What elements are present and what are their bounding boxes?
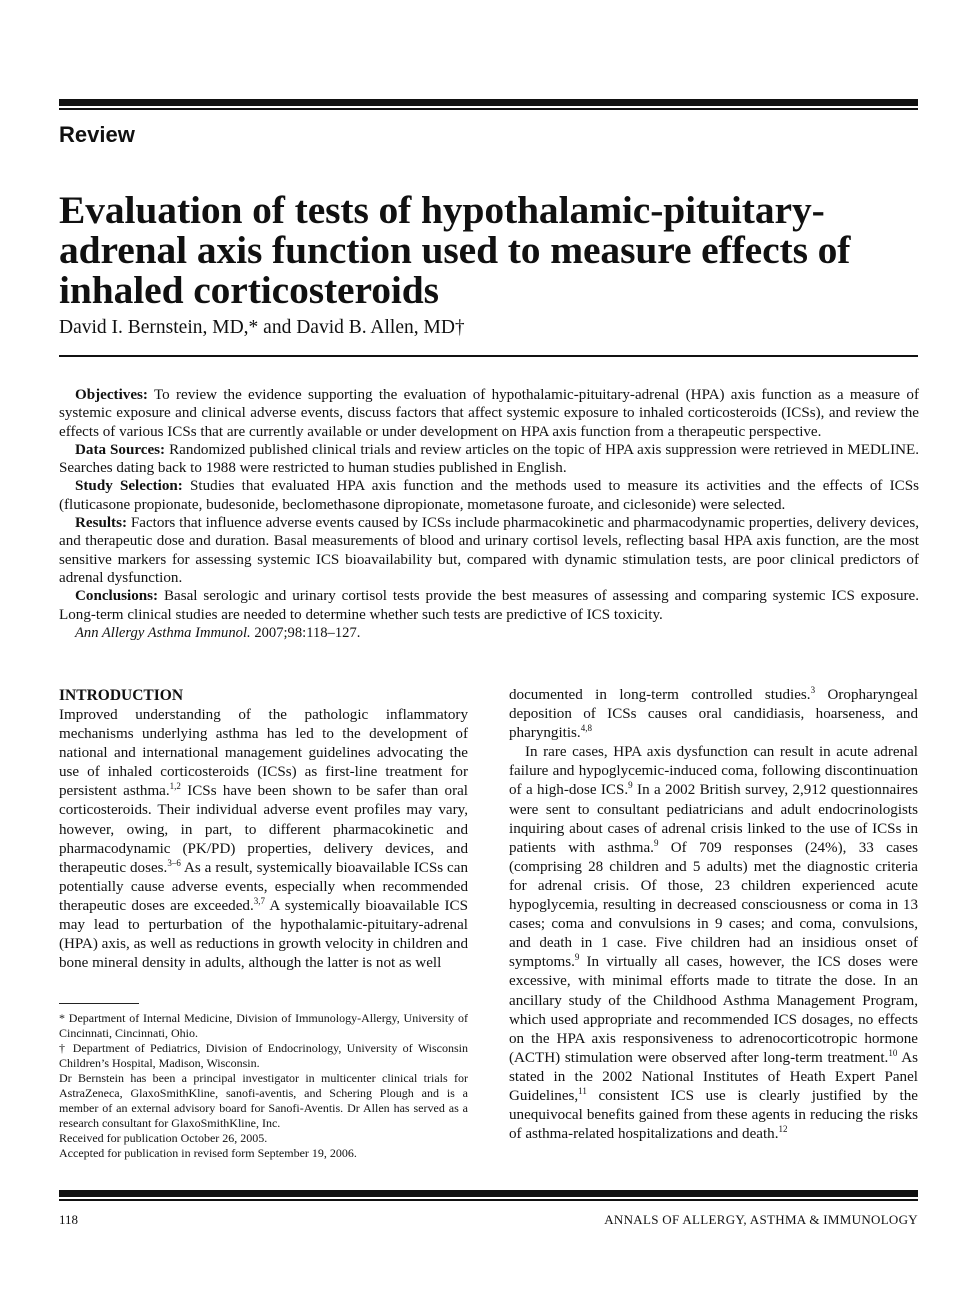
footnote-disclosure: Dr Bernstein has been a principal investigator in multicenter clinical trials for AstraZeneca, GlaxoSmithKline, sanofi-aventis, and Schering Plough and is a member of an external advisory board for Sanofi-Aventis. Dr Allen has served as a research consultant for GlaxoSmithKline, Inc. [59,1071,468,1130]
abstract-data-sources: Data Sources: Randomized published clinical trials and review articles on the topic of HPA axis suppression were retrieved in MEDLINE. Searches dating back to 1988 were restricted to human studies published in English. [59,441,919,477]
bottom-rule-secondary [59,1199,918,1201]
body-paragraph-2: In rare cases, HPA axis dysfunction can result in acute adrenal failure and hypoglycemic-induced coma, following discontinuation of a high-dose ICS.$^9$ In a 2002 British survey, 2,912 questionnaires were sent to consultant pediatricians and adult endocrinologists inquiring about cases of adrenal crisis linked to the use of ICSs in patients with asthma.$^9$ Of 709 responses (24%), 33 cases (comprising 28 children and 5 adults) met the diagnostic criteria for adrenal crisis. Of those, 23 children experienced acute hypoglycemia, resulting in decreased consciousness or coma in 13 cases; coma and convulsions in 9 cases; and coma, convulsions, and death in 1 case. Five children had an insidious onset of symptoms.$^9$ In virtually all cases, however, the ICS doses were excessive, with minimal efforts made to titrate the dose. In an ancillary study of the Childhood Asthma Management Program, which used appropriate and recommended ICS dosages, no effects on the HPA axis responsiveness to adrenocorticotropic hormone (ACTH) stimulation were observed after long-term treatment.$^{10}$ As stated in the 2002 National Institutes of Heath Expert Panel Guidelines,$^{11}$ consistent ICS use is clearly justified by the unequivocal benefits gained from these agents in reducing the risks of asthma-related hospitalizations and death.$^{12}$ [509,744,919,1143]
footnotes [59,1011,468,1161]
section-label: Review [59,122,135,147]
footnote-accepted: Accepted for publication in revised form September 19, 2006. [59,1146,357,1160]
intro-paragraph-1: Improved understanding of the pathologic inflammatory mechanisms underlying asthma has led to the development of national and international management guidelines advocating the use of inhaled corticosteroids (ICSs) as first-line treatment for persistent asthma.$^{1,2}$ ICSs have been shown to be safer than oral corticosteroids. Their individual adverse event profiles may vary, however, owing, in part, to different pharmacokinetic and pharmacodynamic (PK/PD) properties, delivery devices, and therapeutic doses.$^{3-6}$ As a result, systemically bioavailable ICSs can potentially cause adverse events, especially when recommended therapeutic doses are exceeded.$^{3,7}$ A systemically bioavailable ICS may lead to perturbation of the hypothalamic-pituitary-adrenal (HPA) axis, as well as reductions in growth velocity in children and bone mineral density in adults, although the latter is not as well [59,707,468,972]
abstract-study-selection: Study Selection: Studies that evaluated HPA axis function and the methods used to measure its activities and the effects of ICSs (fluticasone propionate, budesonide, beclomethasone dipropionate, mometasone furoate, and ciclesonide) were selected. [59,478,919,513]
right-column [509,686,918,1144]
reference-link[interactable]: 9 [628,780,633,791]
abstract-results: Results: Factors that influence adverse events caused by ICSs include pharmacokinetic and pharmacodynamic properties, delivery devices, and therapeutic dose and duration. Basal measurements of blood and urinary cortisol levels, reflecting basal HPA axis function, are the most sensitive markers for assessing systemic ICS bioavailability but, compared with dynamic stimulation tests, are poor clinical predictors of adrenal dysfunction. [59,515,920,586]
footnote-received: Received for publication October 26, 2005. [59,1131,268,1145]
reference-link[interactable]: 3–6 [167,857,181,868]
journal-name: ANNALS OF ALLERGY, ASTHMA & IMMUNOLOGY [604,1212,918,1227]
article-title: Evaluation of tests of hypothalamic-pituitary-adrenal axis function used to measure effects of inhaled corticosteroids [59,188,851,312]
left-column [59,686,468,973]
reference-link[interactable]: 12 [778,1124,788,1135]
page-number: 118 [59,1212,79,1227]
abstract-citation: Ann Allergy Asthma Immunol. 2007;98:118–127. [75,624,361,641]
reference-link[interactable]: 4,8 [580,723,592,734]
abstract-conclusions: Conclusions: Basal serologic and urinary cortisol tests provide the best measures of assessing and comparing systemic ICS exposure. Long-term clinical studies are needed to determine whether such tests are predictive of ICS toxicity. [59,588,920,623]
footnote-affiliation-1: * Department of Internal Medicine, Division of Immunology-Allergy, University of Cincinnati, Cincinnati, Ohio. [59,1011,468,1040]
reference-link[interactable]: 9 [574,952,580,963]
reference-link[interactable]: 9 [653,837,659,848]
top-rule [59,99,918,106]
abstract [59,386,919,642]
abstract-objectives: Objectives: To review the evidence supporting the evaluation of hypothalamic-pituitary-adrenal (HPA) axis function as a measure of systemic exposure and clinical adverse events, discuss factors that affect systemic exposure to inhaled corticosteroids (ICSs), and review the effects of various ICSs that are currently available or under development on HPA axis function from a therapeutic perspective. [59,387,919,440]
reference-link[interactable]: 3,7 [253,895,265,906]
article-authors: David I. Bernstein, MD,* and David B. Allen, MD† [59,317,465,338]
bottom-rule [59,1190,918,1197]
footnote-rule [59,1003,139,1004]
abstract-top-rule [59,355,918,357]
reference-link[interactable]: 11 [578,1085,587,1096]
reference-link[interactable]: 10 [888,1047,898,1058]
top-rule-secondary [59,108,918,110]
reference-link[interactable]: 3 [810,684,816,695]
footnote-affiliation-2: † Department of Pediatrics, Division of Endocrinology, University of Wisconsin Children’s Hospital, Madison, Wisconsin. [59,1041,468,1070]
body-paragraph-continued: documented in long-term controlled studies.$^3$ Oropharyngeal deposition of ICSs causes oral candidiasis, hoarseness, and pharyngitis.$^{4,8}$ [509,684,918,742]
reference-link[interactable]: 1,2 [169,781,181,792]
introduction-heading: INTRODUCTION [59,687,184,704]
